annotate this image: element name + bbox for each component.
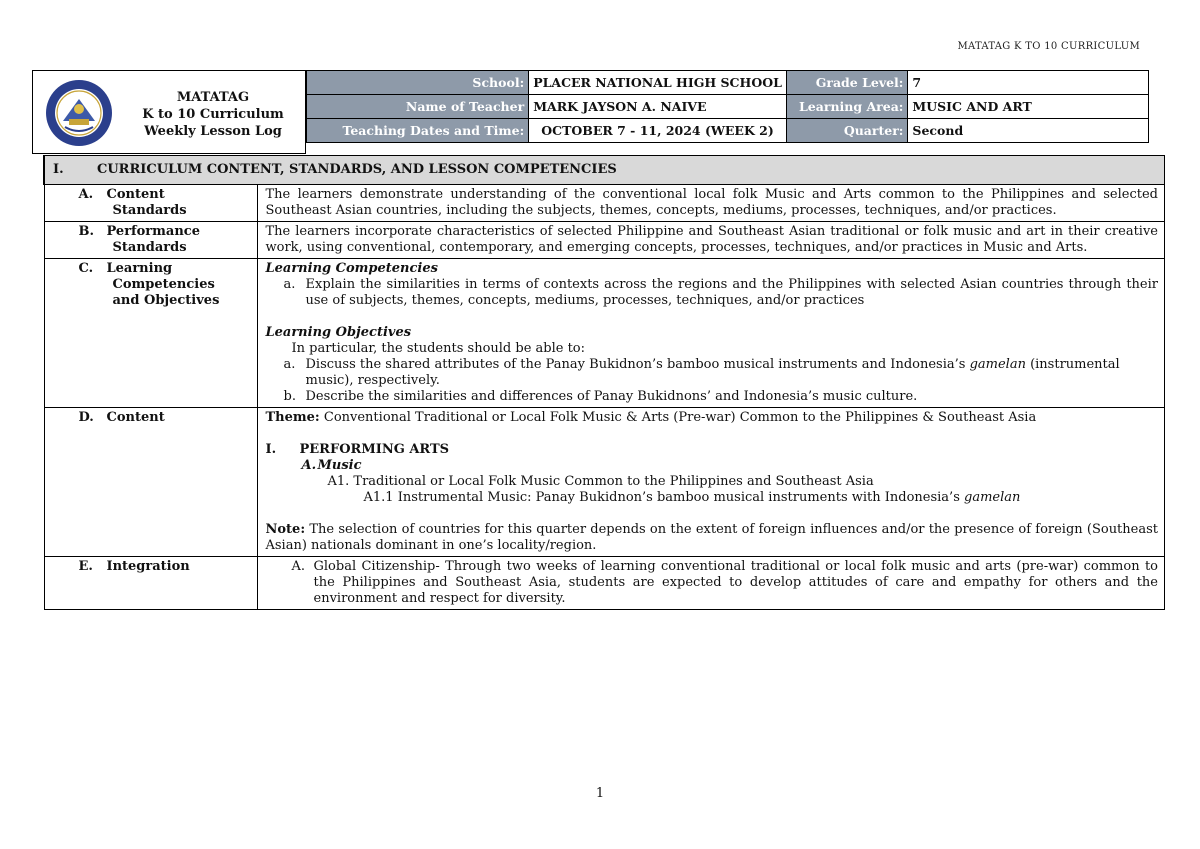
theme-label: Theme: bbox=[265, 410, 320, 425]
content-italic-term: gamelan bbox=[964, 490, 1021, 505]
row-key: C. bbox=[78, 261, 94, 276]
log-title: MATATAG K to 10 Curriculum Weekly Lesson Log bbox=[142, 90, 284, 139]
row-label bbox=[44, 557, 257, 610]
objective-italic-term: gamelan bbox=[969, 357, 1026, 372]
quarter-label: Quarter: bbox=[786, 119, 908, 143]
row-label-text: Learning bbox=[106, 261, 173, 276]
header-row bbox=[307, 95, 1149, 119]
integration-text: Global Citizenship- Through two weeks of learning conventional traditional or local folk music and arts (pre-war) common to the Philippines and Southeast Asia, students are expected to develop attitudes of care and empathy for others and the environment and respect for diversity. bbox=[313, 559, 1158, 606]
list-marker: a. bbox=[283, 277, 296, 292]
content-row bbox=[44, 408, 1165, 557]
row-label-text: Standards bbox=[112, 240, 187, 255]
competencies-row bbox=[44, 259, 1165, 408]
curriculum-table bbox=[43, 155, 1165, 610]
performing-arts-heading: I. PERFORMING ARTS bbox=[265, 442, 450, 457]
section-number: I. bbox=[53, 162, 64, 177]
quarter-value: Second bbox=[908, 119, 1149, 143]
list-marker: a. bbox=[283, 357, 296, 372]
row-label bbox=[44, 408, 257, 557]
teacher-label: Name of Teacher bbox=[307, 95, 529, 119]
logo-cell bbox=[32, 70, 306, 154]
objective-text: (instrumental music), respectively. bbox=[305, 357, 1120, 388]
school-label: School: bbox=[307, 71, 529, 95]
content-note: Note: The selection of countries for this quarter depends on the extent of foreign influences and/or the presence of foreign (Southeast Asian) nationals dominant in one’s locality/region. bbox=[265, 522, 1158, 553]
objective-item bbox=[266, 389, 1159, 405]
list-marker: A. bbox=[291, 559, 306, 574]
deped-seal-icon bbox=[45, 79, 113, 147]
content-standards-text: The learners demonstrate understanding of the conventional local folk Music and Arts common to the Philippines and selected Southeast Asian countries, including the subjects, themes, concepts, mediums, processes, techniques, and/or practices. bbox=[257, 185, 1165, 222]
dates-label: Teaching Dates and Time: bbox=[307, 119, 529, 143]
school-value: PLACER NATIONAL HIGH SCHOOL bbox=[529, 71, 787, 95]
grade-level-value: 7 bbox=[908, 71, 1149, 95]
row-label-text: Standards bbox=[112, 203, 187, 218]
row-label bbox=[44, 185, 257, 222]
running-head: MATATAG K TO 10 CURRICULUM bbox=[957, 41, 1140, 52]
row-label-text: Content bbox=[106, 410, 165, 425]
header-meta-table bbox=[306, 70, 1149, 143]
competencies-cell bbox=[257, 259, 1165, 408]
header-row bbox=[307, 119, 1149, 143]
row-label-text: Content bbox=[106, 187, 165, 202]
objectives-heading: Learning Objectives bbox=[265, 325, 412, 340]
lesson-log-header bbox=[32, 70, 1149, 155]
row-label bbox=[44, 259, 257, 408]
integration-cell bbox=[257, 557, 1165, 610]
competency-item: Explain the similarities in terms of contexts across the regions and the Philippines with selected Asian countries through their use of subjects, themes, concepts, mediums, processes, techniques, and/or practices bbox=[305, 277, 1158, 308]
performance-standards-row bbox=[44, 222, 1165, 259]
dates-value: OCTOBER 7 - 11, 2024 (WEEK 2) bbox=[529, 119, 787, 143]
integration-row bbox=[44, 557, 1165, 610]
row-label-text: Integration bbox=[106, 559, 190, 574]
section-header bbox=[44, 156, 1165, 185]
list-marker: b. bbox=[283, 389, 296, 404]
teacher-value: MARK JAYSON A. NAIVE bbox=[529, 95, 787, 119]
objectives-intro: In particular, the students should be able to: bbox=[291, 341, 586, 356]
row-key: B. bbox=[78, 224, 95, 239]
page-number: 1 bbox=[595, 786, 605, 801]
row-label bbox=[44, 222, 257, 259]
performance-standards-text: The learners incorporate characteristics of selected Philippine and Southeast Asian traditional or folk music and art in their creative work, using conventional, contemporary, and emerging concepts, processes, techniques, and/or practices in Music and Arts. bbox=[257, 222, 1165, 259]
objective-text: Discuss the shared attributes of the Panay Bukidnon’s bamboo musical instruments and Indonesia’s bbox=[305, 357, 966, 372]
content-cell bbox=[257, 408, 1165, 557]
row-label-text: Performance bbox=[106, 224, 200, 239]
content-standards-row bbox=[44, 185, 1165, 222]
content-a1: A1. Traditional or Local Folk Music Common to the Philippines and Southeast Asia bbox=[327, 474, 874, 489]
objective-text: Describe the similarities and differences of Panay Bukidnons’ and Indonesia’s music culture. bbox=[305, 389, 918, 404]
header-row bbox=[307, 71, 1149, 95]
row-key: D. bbox=[78, 410, 94, 425]
row-label-text: and Objectives bbox=[112, 293, 220, 308]
row-label-text: Competencies bbox=[112, 277, 215, 292]
music-heading: A.Music bbox=[301, 458, 362, 473]
row-key: A. bbox=[78, 187, 94, 202]
learning-area-value: MUSIC AND ART bbox=[908, 95, 1149, 119]
theme-text: Conventional Traditional or Local Folk Music & Arts (Pre-war) Common to the Philippines & Southeast Asia bbox=[323, 410, 1037, 425]
objective-item bbox=[266, 357, 1159, 389]
section-title: CURRICULUM CONTENT, STANDARDS, AND LESSON COMPETENCIES bbox=[97, 162, 617, 177]
competencies-heading: Learning Competencies bbox=[265, 261, 438, 276]
content-a11: A1.1 Instrumental Music: Panay Bukidnon’s bamboo musical instruments with Indonesia’s gamelan bbox=[363, 490, 1021, 505]
learning-area-label: Learning Area: bbox=[786, 95, 908, 119]
row-key: E. bbox=[78, 559, 93, 574]
theme-line bbox=[266, 410, 1159, 426]
grade-level-label: Grade Level: bbox=[786, 71, 908, 95]
